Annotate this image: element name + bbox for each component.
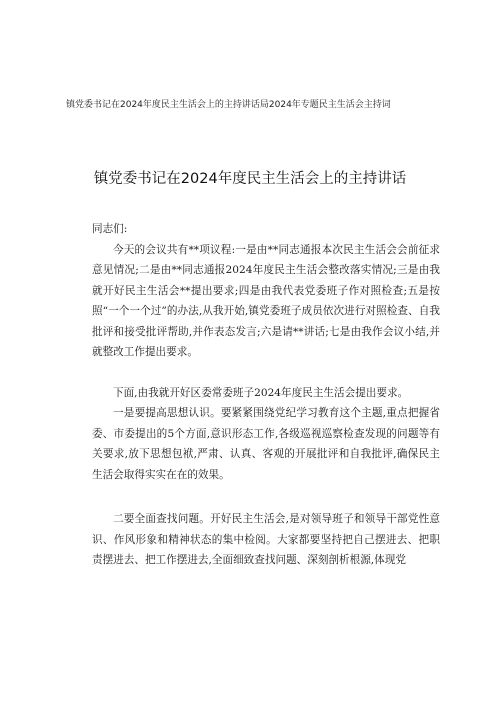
document-title: 镇党委书记在2024年度民主生活会上的主持讲话 (93, 171, 407, 187)
document-header: 镇党委书记在2024年度民主生活会上的主持讲话局2024年专题民主生活会主持词 (66, 100, 391, 110)
paragraph-requirements-intro: 下面,由我就开好区委常委班子2024年度民主生活会提出要求。 (113, 386, 409, 399)
paragraph-point-two: 二要全面查找问题。开好民主生活会,是对领导班子和领导干部党性意识、作风形象和精神状态的集中检阅。大家都要坚持把自己摆进去、把职责摆进去、把工作摆进去,全面细致查找问题、深刻剖析根源,体现党 (92, 513, 440, 566)
paragraph-agenda: 今天的会议共有**项议程:一是由**同志通报本次民主生活会会前征求意见情况;二是由**同志通报2024年度民主生活会整改落实情况;三是由我就开好民主生活会**提出要求;四是由我代表党委班子作对照检查;五是按照“一个一个过”的办法,从我开始,镇党委班子成员依次进行对照检查、自我批评和接受批评帮助,并作表态发言;六是请**讲话;七是由我作会议小结,并就整改工作提出要求。 (92, 243, 440, 358)
salutation: 同志们: (92, 223, 128, 235)
paragraph-point-one: 一是要提高思想认识。要紧紧围绕党纪学习教育这个主题,重点把握省委、市委提出的5个方面,意识形态工作,各级巡视巡察检查发现的问题等有关要求,放下思想包袱,严肃、认真、客观的开展批评和自我批评,确保民主生活会取得实实在在的效果。 (92, 407, 440, 481)
document-body (92, 219, 440, 571)
